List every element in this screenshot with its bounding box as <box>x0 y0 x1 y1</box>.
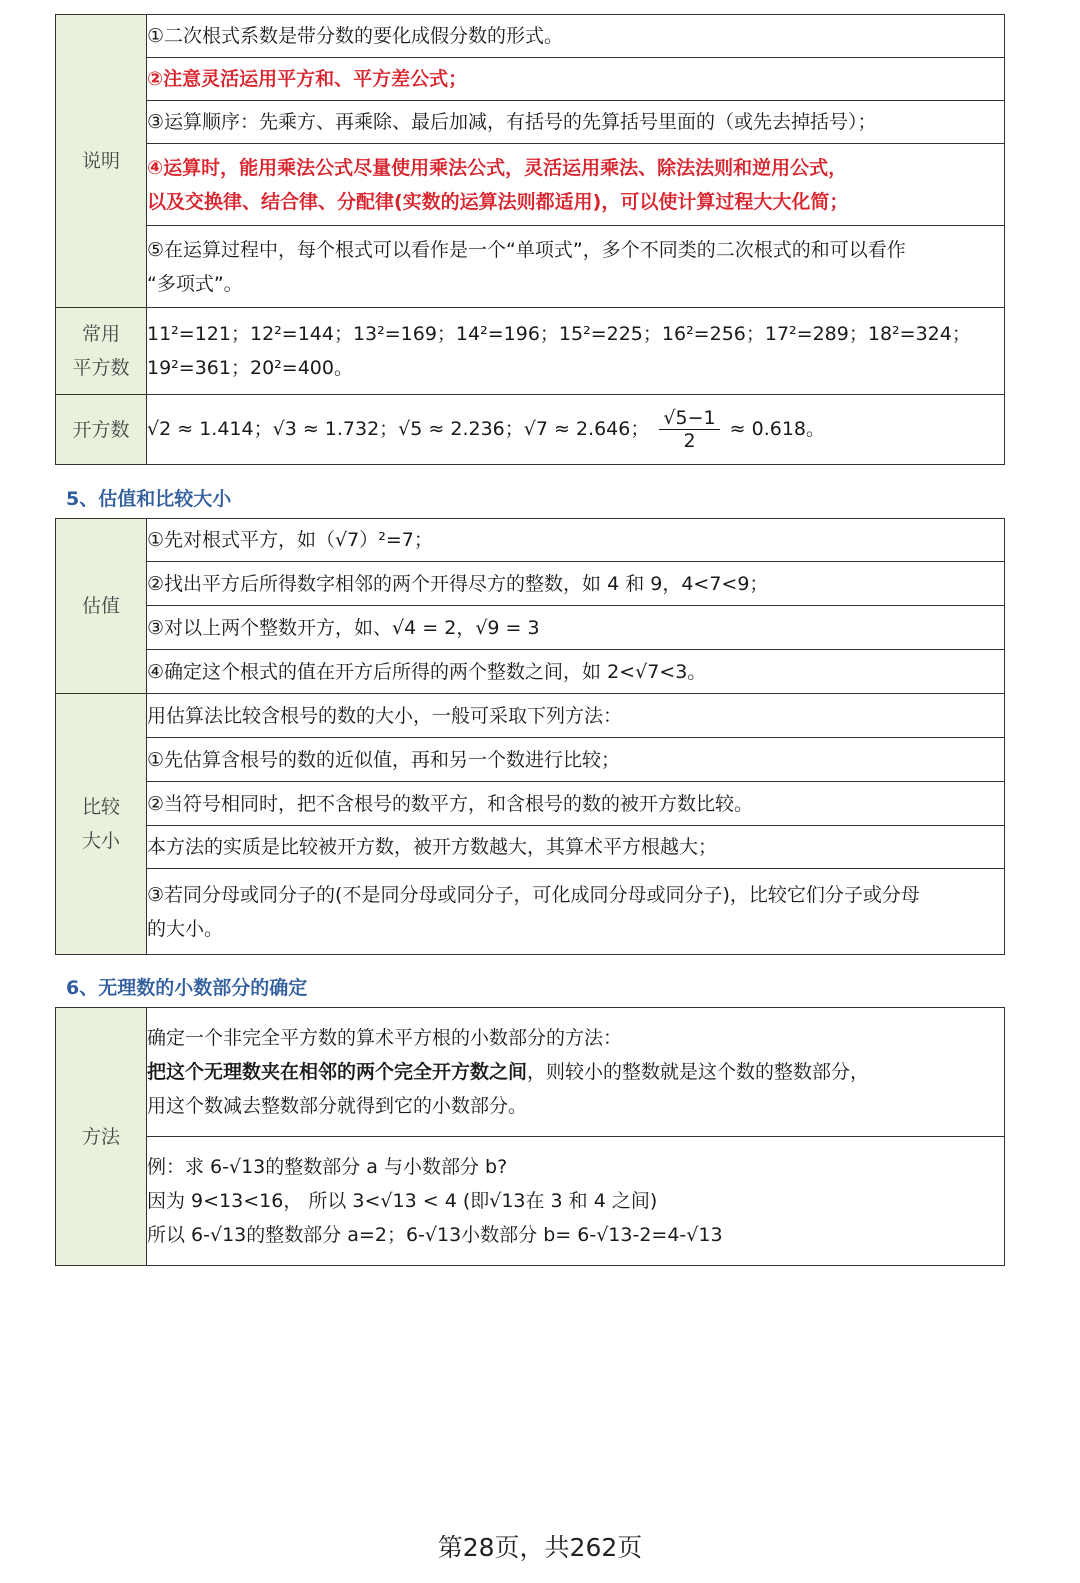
method-line2-rest: ，则较小的整数就是这个数的整数部分， <box>527 1061 870 1083</box>
method-description <box>147 1008 1005 1137</box>
compare-item-3-line1: ③若同分母或同分子的(不是同分母或同分子，可化成同分母或同分子)，比较它们分子或分母 <box>147 883 920 906</box>
method-table <box>55 1007 1005 1266</box>
roots-cell <box>147 395 1005 465</box>
explain-item-1: ①二次根式系数是带分数的要化成假分数的形式。 <box>147 15 1005 58</box>
example-line1: 例：求 6-√13的整数部分 a 与小数部分 b? <box>147 1156 508 1178</box>
explain-item-4-line1: ④运算时，能用乘法公式尽量使用乘法公式，灵活运用乘法、除法法则和逆用公式， <box>147 156 848 179</box>
explain-table <box>55 14 1005 465</box>
compare-label <box>56 694 147 955</box>
compare-intro: 用估算法比较含根号的数的大小，一般可采取下列方法： <box>147 694 1005 738</box>
method-line2-bold: 把这个无理数夹在相邻的两个完全开方数之间 <box>147 1061 528 1083</box>
explain-item-5-line2: “多项式”。 <box>147 272 243 295</box>
section-6-heading: 6、无理数的小数部分的确定 <box>66 977 308 999</box>
squares-line1: 11²=121；12²=144；13²=169；14²=196；15²=225；16²=256；17²=289；18²=324； <box>147 323 971 345</box>
method-label: 方法 <box>56 1008 147 1266</box>
estimate-item-3: ③对以上两个整数开方，如、√4 = 2，√9 = 3 <box>147 606 1005 650</box>
estimate-item-1: ①先对根式平方，如（√7）²=7； <box>147 519 1005 562</box>
estimate-label: 估值 <box>56 519 147 694</box>
section-5-heading: 5、估值和比较大小 <box>66 488 232 510</box>
estimate-item-4: ④确定这个根式的值在开方后所得的两个整数之间，如 2<√7<3。 <box>147 650 1005 694</box>
explain-item-4 <box>147 144 1005 226</box>
fraction-denominator: 2 <box>683 430 696 452</box>
explain-item-4-line2: 以及交换律、结合律、分配律(实数的运算法则都适用)，可以使计算过程大大化简； <box>147 190 849 213</box>
roots-tail: ≈ 0.618。 <box>729 418 826 440</box>
compare-item-1: ①先估算含根号的数的近似值，再和另一个数进行比较； <box>147 738 1005 782</box>
estimate-compare-table <box>55 518 1005 955</box>
compare-label-line2: 大小 <box>81 830 120 852</box>
explain-item-5-line1: ⑤在运算过程中，每个根式可以看作是一个“单项式”，多个不同类的二次根式的和可以看作 <box>147 238 906 261</box>
example-line3: 所以 6-√13的整数部分 a=2；6-√13小数部分 b= 6-√13-2=4-√13 <box>147 1224 723 1246</box>
fraction-numerator: √5−1 <box>659 407 719 430</box>
roots-text: √2 ≈ 1.414；√3 ≈ 1.732；√5 ≈ 2.236；√7 ≈ 2.646； <box>147 418 650 440</box>
method-line2 <box>147 1055 1004 1089</box>
squares-label <box>56 308 147 395</box>
compare-item-2: ②当符号相同时，把不含根号的数平方，和含根号的数的被开方数比较。 <box>147 782 1005 826</box>
explain-item-3: ③运算顺序：先乘方、再乘除、最后加减，有括号的先算括号里面的（或先去掉括号）； <box>147 101 1005 144</box>
compare-item-2-note: 本方法的实质是比较被开方数，被开方数越大，其算术平方根越大； <box>147 826 1005 869</box>
squares-label-line1: 常用 <box>81 323 120 345</box>
estimate-item-2: ②找出平方后所得数字相邻的两个开得尽方的整数，如 4 和 9，4<7<9； <box>147 562 1005 606</box>
roots-label: 开方数 <box>56 395 147 465</box>
compare-label-line1: 比较 <box>81 796 120 818</box>
squares-cell <box>147 308 1005 395</box>
example-line2: 因为 9<13<16， 所以 3<√13 < 4 (即√13在 3 和 4 之间) <box>147 1190 658 1212</box>
page-number: 第28页，共262页 <box>437 1533 643 1562</box>
method-line3: 用这个数减去整数部分就得到它的小数部分。 <box>147 1095 528 1117</box>
golden-ratio-fraction <box>659 407 719 452</box>
method-line1: 确定一个非完全平方数的算术平方根的小数部分的方法： <box>147 1027 623 1049</box>
explain-item-5 <box>147 226 1005 308</box>
method-example <box>147 1137 1005 1266</box>
explain-item-2: ②注意灵活运用平方和、平方差公式； <box>147 58 1005 101</box>
compare-item-3 <box>147 869 1005 955</box>
explain-label: 说明 <box>56 15 147 308</box>
squares-label-line2: 平方数 <box>72 357 130 379</box>
compare-item-3-line2: 的大小。 <box>147 917 224 940</box>
squares-line2: 19²=361；20²=400。 <box>147 357 353 379</box>
